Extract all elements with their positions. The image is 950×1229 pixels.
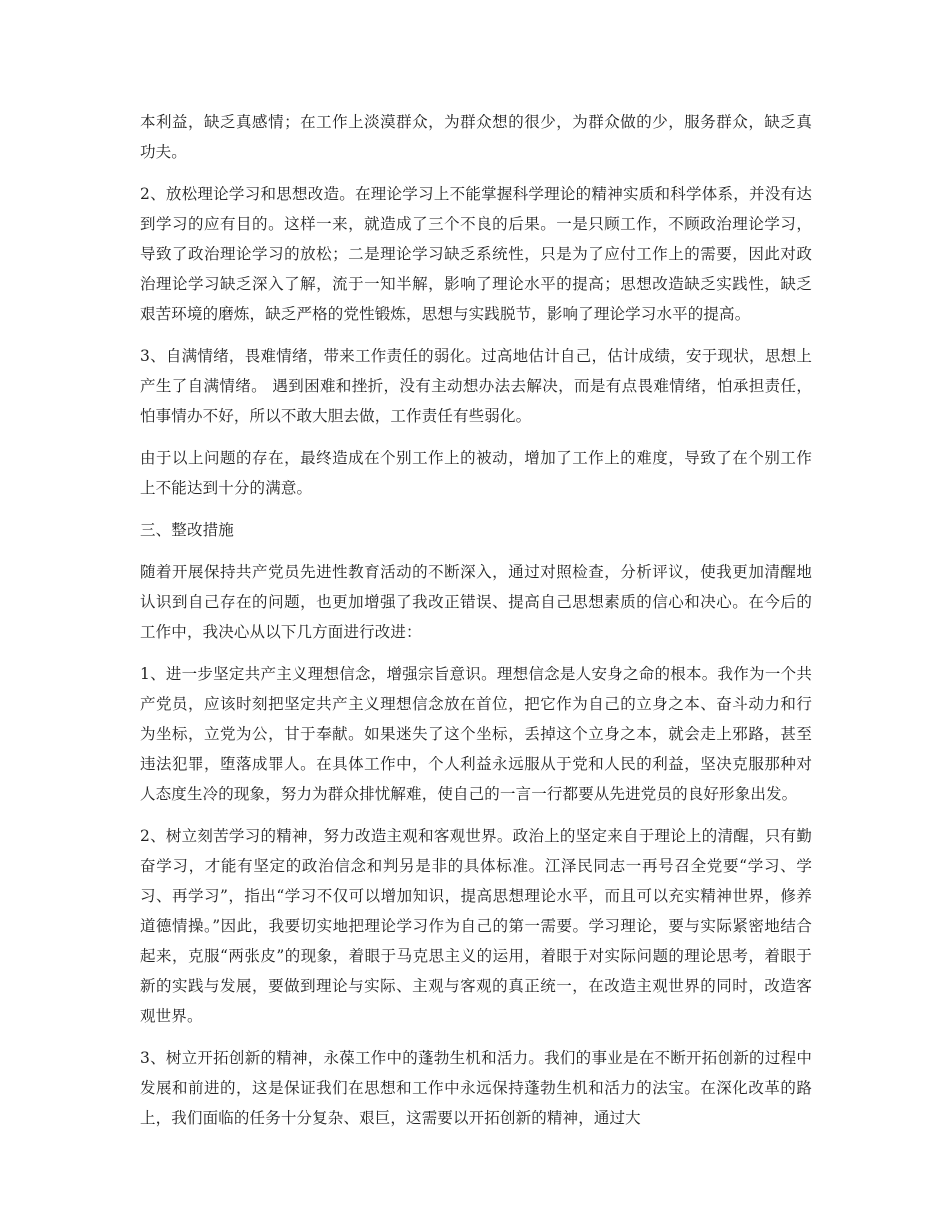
section-heading-rectification: 三、整改措施	[140, 521, 234, 539]
paragraph-intro-rectification: 随着开展保持共产党员先进性教育活动的不断深入，通过对照检查，分析评议，使我更加清醒地认识到自己存在的问题，也更加增强了我改正错误、提高自己思想素质的信心和决心。在今后的工作中，我决心从以下几方面进行改进：	[140, 563, 812, 641]
document-page	[140, 107, 812, 1145]
paragraph-summary: 由于以上问题的存在，最终造成在个别工作上的被动，增加了工作上的难度，导致了在个别工作上不能达到十分的满意。	[140, 449, 812, 497]
paragraph-measure-2: 2、树立刻苦学习的精神，努力改造主观和客观世界。政治上的坚定来自于理论上的清醒，只有勤奋学习，才能有坚定的政治信念和判另是非的具体标准。江泽民同志一再号召全党要“学习、学习、再学习”，指出“学习不仅可以增加知识，提高思想理论水平，而且可以充实精神世界，修养道德情操。”因此，我要切实地把理论学习作为自己的第一需要。学习理论，要与实际紧密地结合起来，克服“两张皮”的现象，着眼于马克思主义的运用，着眼于对实际问题的理论思考，着眼于新的实践与发展，要做到理论与实际、主观与客观的真正统一，在改造主观世界的同时，改造客观世界。	[140, 827, 812, 1025]
paragraph-item-3-complacency: 3、自满情绪，畏难情绪，带来工作责任的弱化。过高地估计自己，估计成绩，安于现状，思想上产生了自满情绪。 遇到困难和挫折，没有主动想办法去解决，而是有点畏难情绪，怕承担责任，怕事情办不好，所以不敢大胆去做，工作责任有些弱化。	[140, 347, 812, 425]
paragraph-measure-3: 3、树立开拓创新的精神，永葆工作中的蓬勃生机和活力。我们的事业是在不断开拓创新的过程中发展和前进的，这是保证我们在思想和工作中永远保持蓬勃生机和活力的法宝。在深化改革的路上，我们面临的任务十分复杂、艰巨，这需要以开拓创新的精神，通过大	[140, 1049, 812, 1127]
paragraph-continuation: 本利益，缺乏真感情；在工作上淡漠群众，为群众想的很少，为群众做的少，服务群众，缺乏真功夫。	[140, 113, 812, 161]
paragraph-item-2-theory-study: 2、放松理论学习和思想改造。在理论学习上不能掌握科学理论的精神实质和科学体系，并没有达到学习的应有目的。这样一来，就造成了三个不良的后果。一是只顾工作，不顾政治理论学习，导致了政治理论学习的放松；二是理论学习缺乏系统性，只是为了应付工作上的需要，因此对政治理论学习缺乏深入了解，流于一知半解，影响了理论水平的提高；思想改造缺乏实践性，缺乏艰苦环境的磨炼，缺乏严格的党性锻炼，思想与实践脱节，影响了理论学习水平的提高。	[140, 185, 812, 323]
paragraph-measure-1: 1、进一步坚定共产主义理想信念，增强宗旨意识。理想信念是人安身之命的根本。我作为一个共产党员，应该时刻把坚定共产主义理想信念放在首位，把它作为自己的立身之本、奋斗动力和行为坐标，立党为公，甘于奉献。如果迷失了这个坐标，丢掉这个立身之本，就会走上邪路，甚至违法犯罪，堕落成罪人。在具体工作中，个人利益永远服从于党和人民的利益，坚决克服那种对人态度生冷的现象，努力为群众排忧解难，使自己的一言一行都要从先进党员的良好形象出发。	[140, 665, 812, 803]
